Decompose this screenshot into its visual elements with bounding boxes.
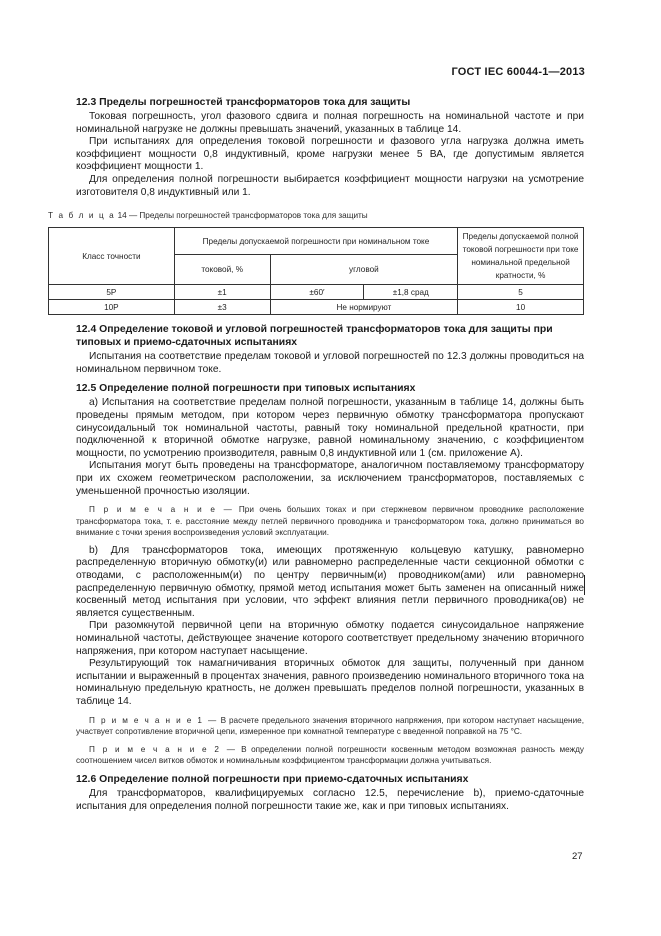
note-1-label: П р и м е ч а н и е 1 — xyxy=(89,715,218,725)
note-text: При очень больших токах и при стержневом первичном проводнике расположение трансформатора тока, т. е. расстояние между петлей первичного проводника и трансформатором тока, должно приниматься во внимание с точки зрения воспроизведения условий эксплуатации. xyxy=(76,505,584,538)
section-12-4-paragraph-1: Испытания на соответствие пределам токовой и угловой погрешностей по 12.3 должны проводиться на номинальном первичном токе. xyxy=(76,351,584,375)
table-14-caption-text: 14 — Пределы погрешностей трансформаторов тока для защиты xyxy=(117,211,368,221)
table-cell-current: ±1 xyxy=(174,285,270,300)
section-12-3-paragraph-3: Для определения полной погрешности выбирается коэффициент мощности нагрузки на усмотрение изготовителя 0,8 индуктивный или 1. xyxy=(76,173,584,198)
note-1-text: В расчете предельного значения вторичного напряжения, при котором наступает насыщение, участвует сопротивление вторичной цепи, измеренное при комнатной температуре с введенной поправкой на 75 °С. xyxy=(76,715,584,737)
section-12-5-paragraph-b2: При разомкнутой первичной цепи на вторичную обмотку подается синусоидальное напряжение номинальной частоты, действующее значение которого соответствует предельному значению вторичного напряжения, при котором наступает насыщение. xyxy=(76,620,584,657)
table-cell-total: 10 xyxy=(458,300,584,315)
section-12-4-title: 12.4 Определение токовой и угловой погрешностей трансформаторов тока для защиты при типовых и приемо-сдаточных испытаниях xyxy=(76,324,553,349)
table-cell-angular-srad: ±1,8 срад xyxy=(364,285,458,300)
table-14-caption-label: Т а б л и ц а xyxy=(48,211,116,221)
table-row xyxy=(49,285,584,300)
table-14 xyxy=(48,227,584,315)
table-head-current-error: токовой, % xyxy=(174,255,270,285)
section-12-5-paragraph-b3: Результирующий ток намагничивания вторичных обмоток для защиты, полученный при данном испытании и выраженный в процентах значения, равного произведению номинального вторичного тока на номинальную предельную кратность, не должен превышать пределов полной погрешности, указанных в таблице 14. xyxy=(76,658,584,707)
section-12-3-paragraph-1: Токовая погрешность, угол фазового сдвига и полная погрешность на номинальной частоте и при номинальной нагрузке не должны превышать значений, указанных в таблице 14. xyxy=(76,111,584,135)
page-content xyxy=(48,96,584,813)
table-cell-angular-minutes: ±60′ xyxy=(270,285,364,300)
note-2-label: П р и м е ч а н и е 2 — xyxy=(89,744,237,754)
section-12-5-note-1 xyxy=(76,715,584,738)
note-label: П р и м е ч а н и е — xyxy=(89,505,234,515)
section-12-3-paragraph-2: При испытаниях для определения токовой погрешности и фазового угла нагрузка должна иметь коэффициент мощности 0,8 индуктивный, кроме нагрузки менее 5 ВА, где допустимым является коэффициент мощности 1. xyxy=(76,136,584,173)
section-12-5-title: 12.5 Определение полной погрешности при типовых испытаниях xyxy=(76,383,416,395)
table-cell-class: 10P xyxy=(49,300,175,315)
section-12-6-paragraph-1: Для трансформаторов, квалифицируемых согласно 12.5, перечисление b), приемо-сдаточные испытания для определения полной погрешности такие же, как и при типовых испытаниях. xyxy=(76,787,584,812)
section-12-5-paragraph-a2: Испытания могут быть проведены на трансформаторе, аналогичном поставляемому трансформатору при их схожем геометрическом расположении, за исключением трансформаторов, поставляемых с уменьшенной прочностью изоляции. xyxy=(76,460,584,497)
table-cell-class: 5P xyxy=(49,285,175,300)
table-head-total-error: Пределы допускаемой полной токовой погрешности при токе номинальной предельной кратности, % xyxy=(458,228,584,285)
table-cell-angular-not-normalized: Не нормируют xyxy=(270,300,458,315)
section-12-5-note xyxy=(76,504,584,539)
section-12-5-paragraph-b: b) Для трансформаторов тока, имеющих протяженную кольцевую катушку, равномерно распределенную вторичную обмотку(и) или равномерно распределенные части секционной обмотки с отводами, с расположенным(и) по центру первичным(и) проводником(ами) или равномерно распределенную первичную обмотку, прямой метод испытания может быть заменен на описанный ниже косвенный метод испытания при условии, что эффект влияния петли первичного проводника(ов) не является существенным. xyxy=(76,544,584,619)
document-code: ГОСТ IEC 60044-1—2013 xyxy=(451,66,585,78)
table-cell-current: ±3 xyxy=(174,300,270,315)
table-head-limits-nominal: Пределы допускаемой погрешности при номинальном токе xyxy=(174,228,457,255)
table-row xyxy=(49,300,584,315)
section-12-3-title: 12.3 Пределы погрешностей трансформаторов тока для защиты xyxy=(76,97,411,108)
section-12-5-paragraph-a: а) Испытания на соответствие пределам полной погрешности, указанным в таблице 14, должны быть проведены прямым методом, при котором через первичную обмотку трансформатора пропускают синусоидальный ток номинальной частоты, равный току номинальной предельной кратности, при подключенной к вторичной обмотке нагрузке, равной номинальному значению, с коэффициентом мощности, по усмотрению производителя, равным 0,8 индуктивной или 1 (см. приложение А). xyxy=(76,397,584,459)
table-head-accuracy-class: Класс точности xyxy=(49,228,175,285)
change-bar xyxy=(584,575,585,595)
table-14-caption xyxy=(48,211,584,220)
section-12-5-note-2 xyxy=(76,744,584,767)
page-number: 27 xyxy=(572,851,583,862)
table-cell-total: 5 xyxy=(458,285,584,300)
table-head-angular-error: угловой xyxy=(270,255,458,285)
note-2-text: В определении полной погрешности косвенным методом возможная разность между соотношением чисел витков обмоток и номинальным коэффициентом трансформации должна учитываться. xyxy=(76,744,584,766)
section-12-6-title: 12.6 Определение полной погрешности при приемо-сдаточных испытаниях xyxy=(76,773,469,785)
